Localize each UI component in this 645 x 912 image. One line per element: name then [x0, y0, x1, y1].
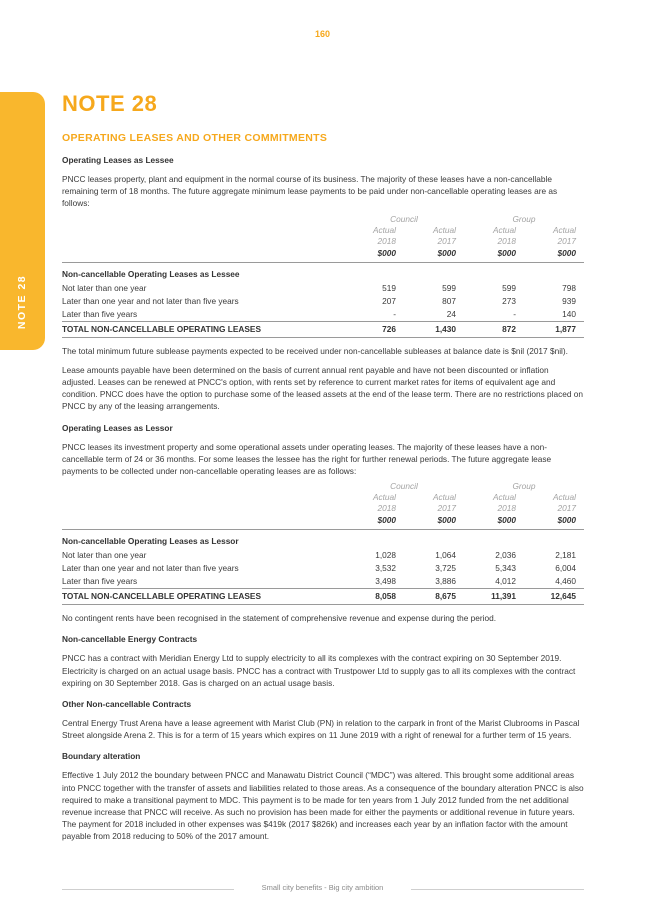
cell-value: 939: [562, 295, 576, 306]
col-year: 2018: [497, 503, 516, 514]
table-caption-row: [62, 530, 584, 550]
cell-value: 798: [562, 282, 576, 293]
boundary-text: Effective 1 July 2012 the boundary between PNCC and Manawatu District Council (“MDC”) was altered. This brought some additional areas into PNCC together with the transfer of assets and liabilities related to those areas. As a consequence of the boundary alteration PNCC is also required to make a transitional payment to MDC. This payment is to be made for ten years from 1 July 2012 funded from the net additional revenue increase that PNCC will receive. As such no provision has been made for either the payments or additional revenue in future years. The payment for 2018 included in other expenses was $419k (2017 $826k) and increases each year by an inflation factor with the amount payable from 2018 reducing to 50% of the 2017 amount.: [62, 770, 584, 842]
lessor-intro: PNCC leases its investment property and some operational assets under operating leases. The majority of these leases have a non-cancellable term of 24 or 36 months. For some leases the lessee has the right for further renewal periods. The future aggregate lease payments to be collected under non-cancellable operating leases are as follows:: [62, 441, 552, 477]
cell-value: 1,028: [375, 550, 396, 561]
col-unit: $000: [464, 514, 524, 530]
col-actual: Actual: [432, 492, 456, 503]
group-group: Group: [512, 481, 536, 492]
table-row: [62, 562, 584, 575]
cell-value: 6,004: [555, 563, 576, 574]
col-unit: $000: [464, 247, 524, 263]
page-number: 160: [314, 29, 331, 39]
col-unit: $000: [344, 514, 404, 530]
lessee-heading: Operating Leases as Lessee: [62, 155, 174, 165]
cell-value: 599: [502, 282, 516, 293]
total-value: 8,058: [344, 589, 404, 605]
group-council: Council: [390, 213, 418, 224]
table-row: [62, 549, 584, 562]
col-year: 2017: [557, 503, 576, 514]
total-value: 12,645: [524, 589, 584, 605]
col-actual: Actual: [552, 224, 576, 235]
cell-value: 3,886: [435, 576, 456, 587]
table-row: [62, 308, 584, 322]
table-total-row: [62, 321, 584, 337]
total-label: TOTAL NON-CANCELLABLE OPERATING LEASES: [62, 321, 344, 337]
col-actual: Actual: [372, 224, 396, 235]
boundary-heading: Boundary alteration: [62, 751, 141, 762]
group-council: Council: [390, 481, 418, 492]
row-label: Later than five years: [62, 576, 138, 587]
table-actual-header: [62, 225, 584, 236]
energy-heading: Non-cancellable Energy Contracts: [62, 634, 198, 645]
side-tab: [0, 92, 45, 350]
side-tab-label: NOTE 28: [16, 274, 28, 330]
table-row: [62, 282, 584, 295]
col-actual: Actual: [492, 492, 516, 503]
cell-value: 519: [382, 282, 396, 293]
other-text: Central Energy Trust Arena have a lease agreement with Marist Club (PN) in relation to the carpark in front of the Marist Clubrooms in Pascal Street alongside Arena 2. This is for a term of 15 years which expires on 11 June 2019 with a right of renewal for a further term of 15 years.: [62, 718, 580, 741]
table-total-row: [62, 589, 584, 605]
cell-value: 2,181: [555, 550, 576, 561]
table-actual-header: [62, 492, 584, 503]
col-year: 2017: [437, 503, 456, 514]
lessor-para-contingent: No contingent rents have been recognised in the statement of comprehensive revenue and expense during the period.: [62, 613, 497, 624]
col-year: 2018: [377, 503, 396, 514]
energy-text: PNCC has a contract with Meridian Energy Ltd to supply electricity to all its complexes with the contract expiring on 30 September 2019. Electricity is charged on an actual usage basis. PNCC has a contract with Trustpower Ltd to supply gas to all its complexes with the contract expiring on 30 September 2018. Gas is charged on an actual usage basis.: [62, 653, 576, 688]
col-unit: $000: [524, 247, 584, 263]
table-year-header: [62, 503, 584, 514]
col-year: 2017: [557, 235, 576, 246]
cell-value: 3,498: [375, 576, 396, 587]
group-group: Group: [512, 213, 536, 224]
table-group-header: [62, 481, 584, 492]
lessee-para-sublease: The total minimum future sublease payments expected to be received under non-cancellable subleases at balance date is $nil (2017 $nil).: [62, 345, 568, 356]
main-content: [62, 92, 584, 843]
table-group-header: [62, 214, 584, 225]
cell-value: 3,725: [435, 563, 456, 574]
cell-value: 273: [502, 295, 516, 306]
col-year: 2018: [377, 235, 396, 246]
col-unit: $000: [404, 247, 464, 263]
row-label: Not later than one year: [62, 282, 147, 293]
table-units-header: [62, 514, 584, 530]
table-row: [62, 575, 584, 589]
cell-value: 599: [442, 282, 456, 293]
footer-divider-left: [62, 889, 234, 890]
table-caption: Non-cancellable Operating Leases as Lessee: [62, 268, 240, 279]
col-actual: Actual: [552, 492, 576, 503]
col-unit: $000: [404, 514, 464, 530]
cell-value: 140: [562, 308, 576, 319]
cell-value: 207: [382, 295, 396, 306]
table-caption-row: [62, 262, 584, 282]
col-year: 2017: [437, 235, 456, 246]
table-caption: Non-cancellable Operating Leases as Lessor: [62, 536, 239, 547]
footer-divider-right: [411, 889, 584, 890]
col-unit: $000: [524, 514, 584, 530]
cell-value: 5,343: [495, 563, 516, 574]
cell-value: 2,036: [495, 550, 516, 561]
col-year: 2018: [497, 235, 516, 246]
cell-value: 3,532: [375, 563, 396, 574]
total-value: 11,391: [464, 589, 524, 605]
cell-value: 24: [446, 308, 456, 319]
cell-value: 807: [442, 295, 456, 306]
cell-value: -: [393, 308, 396, 319]
lessee-intro: PNCC leases property, plant and equipment in the normal course of its business. The majority of these leases have a non-cancellable remaining term of 18 months. The future aggregate minimum lease payments to be paid under non-cancellable operating leases are as follows:: [62, 174, 558, 209]
total-value: 872: [464, 321, 524, 337]
lessor-heading: Operating Leases as Lessor: [62, 422, 173, 433]
row-label: Not later than one year: [62, 550, 147, 561]
col-unit: $000: [344, 247, 404, 263]
lessor-table: [62, 481, 584, 605]
footer-tagline: Small city benefits - Big city ambition: [261, 883, 384, 892]
cell-value: 1,064: [435, 550, 456, 561]
total-label: TOTAL NON-CANCELLABLE OPERATING LEASES: [62, 589, 344, 605]
row-label: Later than one year and not later than five years: [62, 295, 239, 306]
row-label: Later than one year and not later than five years: [62, 563, 239, 574]
col-actual: Actual: [432, 224, 456, 235]
note-title: NOTE 28: [62, 91, 158, 116]
total-value: 726: [344, 321, 404, 337]
cell-value: -: [513, 308, 516, 319]
row-label: Later than five years: [62, 308, 138, 319]
table-year-header: [62, 236, 584, 247]
footer: [0, 883, 645, 895]
col-actual: Actual: [492, 224, 516, 235]
total-value: 8,675: [404, 589, 464, 605]
lessee-para-terms: Lease amounts payable have been determined on the basis of current annual rent payable and have not been discounted or inflation adjusted. Leases can be renewed at PNCC's option, with rents set by reference to current market rates for items of equivalent age and condition. PNCC does have the option to purchase some of the leased assets at the end of the lease term. There are no restrictions placed on PNCC by any of the leasing arrangements.: [62, 364, 584, 412]
cell-value: 4,460: [555, 576, 576, 587]
section-title: OPERATING LEASES AND OTHER COMMITMENTS: [62, 132, 328, 144]
col-actual: Actual: [372, 492, 396, 503]
table-row: [62, 295, 584, 308]
total-value: 1,430: [404, 321, 464, 337]
table-units-header: [62, 247, 584, 263]
total-value: 1,877: [524, 321, 584, 337]
other-heading: Other Non-cancellable Contracts: [62, 699, 192, 710]
cell-value: 4,012: [495, 576, 516, 587]
lessee-table: [62, 214, 584, 338]
